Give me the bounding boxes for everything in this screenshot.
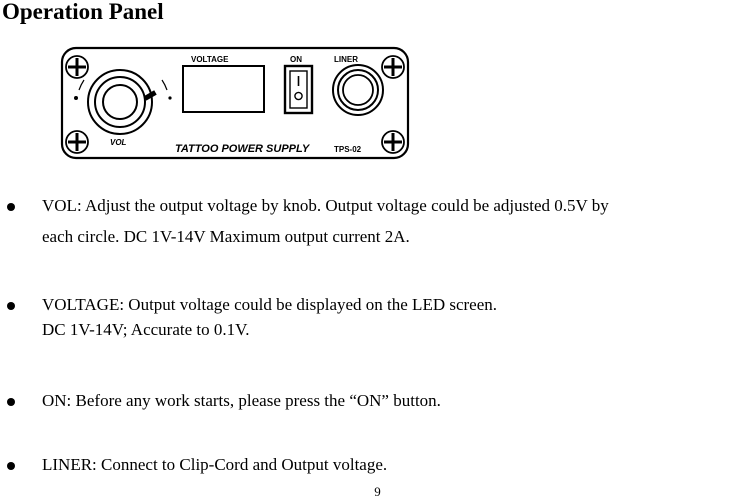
bullet-text — [42, 454, 387, 475]
vol-label: VOL — [110, 138, 127, 147]
voltage-label: VOLTAGE — [191, 55, 229, 64]
liner-label: LINER — [334, 55, 358, 64]
bullet-text — [42, 195, 609, 247]
bullet-line: each circle. DC 1V-14V Maximum output current 2A. — [42, 227, 410, 246]
screw-icon — [66, 131, 88, 153]
bullet-line: VOL: Adjust the output voltage by knob. Output voltage could be adjusted 0.5V by — [42, 196, 609, 215]
power-switch-icon — [285, 66, 312, 113]
bullet-text — [42, 390, 441, 411]
screw-icon — [382, 56, 404, 78]
operation-panel-illustration — [60, 46, 410, 160]
bullet-line: ON: Before any work starts, please press the “ON” button. — [42, 391, 441, 410]
page-number: 9 — [374, 484, 381, 499]
screw-icon — [66, 56, 88, 78]
model-label: TPS-02 — [334, 145, 362, 154]
liner-jack-icon — [333, 65, 383, 115]
voltage-display — [183, 66, 264, 112]
bullet-icon — [7, 398, 15, 406]
bullet-icon — [7, 462, 15, 470]
bullet-icon — [7, 302, 15, 310]
bullet-text — [42, 294, 497, 340]
bullet-icon — [7, 203, 15, 211]
bullet-line: DC 1V-14V; Accurate to 0.1V. — [42, 320, 250, 339]
brand-label: TATTOO POWER SUPPLY — [175, 143, 310, 155]
bullet-line: VOLTAGE: Output voltage could be displayed on the LED screen. — [42, 295, 498, 314]
page-title: Operation Panel — [2, 0, 164, 24]
screw-icon — [382, 131, 404, 153]
bullet-line: LINER: Connect to Clip-Cord and Output voltage. — [42, 455, 388, 474]
on-label: ON — [290, 55, 302, 64]
